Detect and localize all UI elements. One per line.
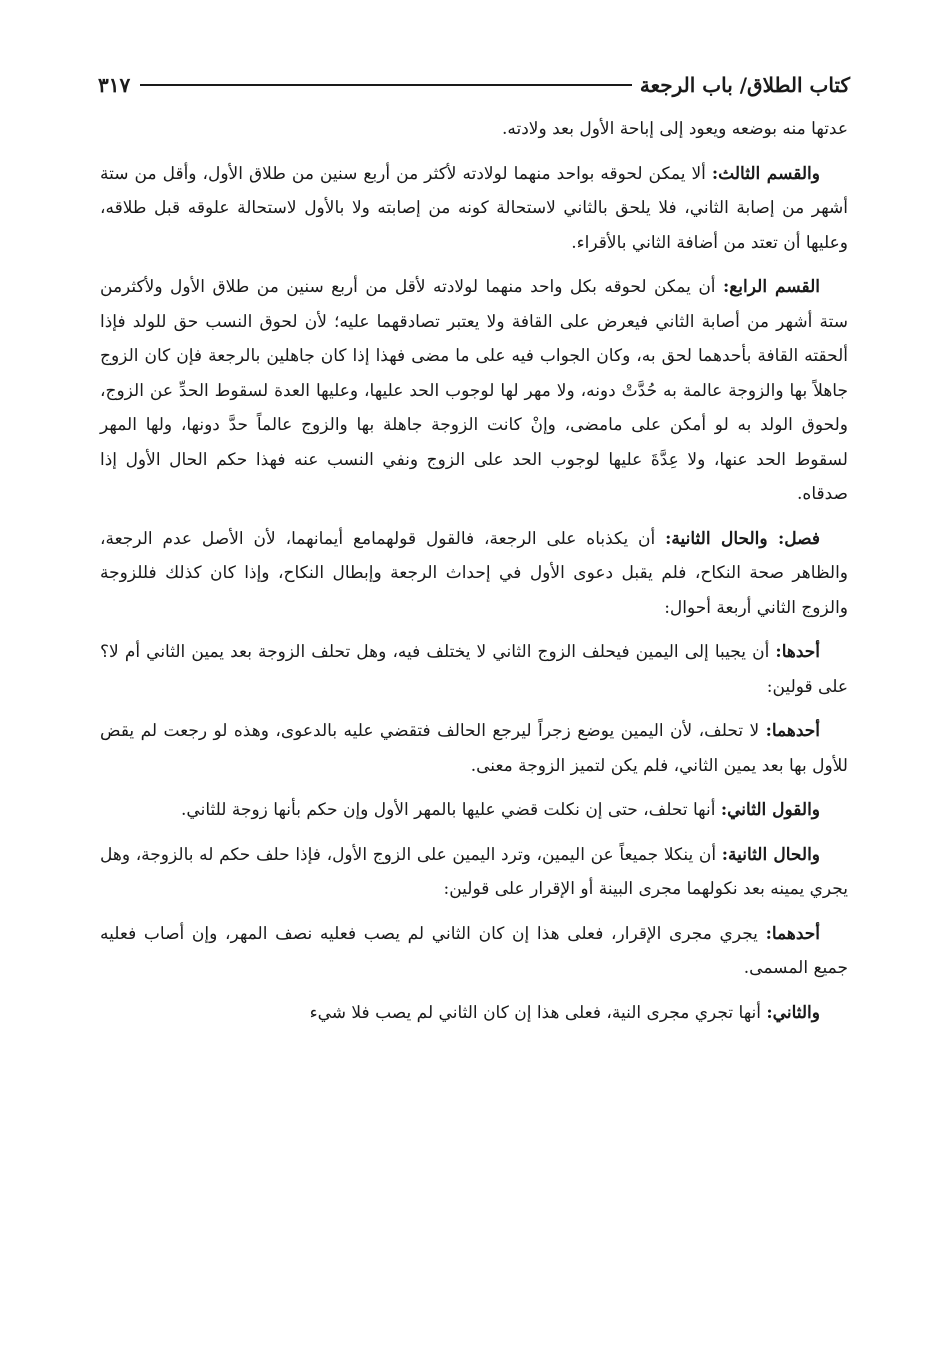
page-header xyxy=(98,68,850,102)
paragraph xyxy=(100,635,848,704)
paragraph-text: أن ينكلا جميعاً عن اليمين، وترد اليمين على الزوج الأول، فإذا حلف حكم له بالزوجة، وهل يجري يمينه بعد نكولهما مجرى البينة أو الإقرار على قولين: xyxy=(100,844,848,899)
paragraph-text: أن يكذباه على الرجعة، فالقول قولهمامع أيمانهما، لأن الأصل عدم الرجعة، والظاهر صحة النكاح، فلم يقبل دعوى الأول في إحداث الرجعة وإبطال النكاح، وإذا كان كذلك فللزوجة والزوج الثاني أربعة أحوال: xyxy=(100,528,848,618)
paragraph xyxy=(100,996,848,1031)
paragraph-text: أنها تجري مجرى النية، فعلى هذا إن كان الثاني لم يصب فلا شيء xyxy=(309,1002,767,1023)
paragraph-lead: والقسم الثالث: xyxy=(711,163,820,184)
running-title: كتاب الطلاق/ باب الرجعة xyxy=(639,73,850,97)
paragraph-lead: أحدهما: xyxy=(765,923,820,944)
paragraph-lead: والقول الثاني: xyxy=(720,800,820,820)
paragraph-text: ألا يمكن لحوقه بواحد منهما لولادته لأكثر من أربع سنين من طلاق الأول، وأقل من ستة أشهر من إصابة الثاني، فلا يلحق بالثاني لاستحالة كونه من إصابته ولا بالأول لاستحالة علوقه قبل طلاقه، وعليها أن تعتد من أضافة الثاني بالأقراء. xyxy=(100,163,848,253)
paragraph xyxy=(100,157,848,261)
paragraph xyxy=(100,838,848,907)
paragraph-text: يجري مجرى الإقرار، فعلى هذا إن كان الثاني لم يصب فعليه نصف المهر، وإن أصاب فعليه جميع المسمى. xyxy=(100,923,848,978)
page-number: ٣١٧ xyxy=(98,73,131,97)
paragraph-text: أنها تحلف، حتى إن نكلت قضي عليها بالمهر الأول وإن حكم بأنها زوجة للثاني. xyxy=(181,800,721,820)
paragraph xyxy=(100,522,848,626)
header-rule xyxy=(140,84,632,86)
paragraph-lead: أحدهما: xyxy=(765,721,820,741)
paragraph-lead: أحدها: xyxy=(775,642,820,662)
paragraph xyxy=(100,714,848,783)
body-text xyxy=(100,112,848,1040)
paragraph-lead: والثاني: xyxy=(766,1002,820,1023)
paragraph xyxy=(100,917,848,986)
paragraph-text: أن يمكن لحوقه بكل واحد منهما لولادته لأقل من أربع سنين من طلاق الأول ولأكثرمن ستة أشهر من أصابة الثاني فيعرض على القافة ولا يعتبر تصادقهما عليه؛ لأن لحوق النسب حق للولد فإذا ألحقته القافة بأحدهما لحق به، وكان الجواب فيه على ما مضى فهذا إذا كان جاهلين بالرجعة فإن كان الزوج جاهلاً بها والزوجة عالمة به حُدَّتْ دونه، ولا مهر لها لوجوب الحد عليها، وعليها العدة لسقوط الحدِّ عن الزوج، ولحوق الولد به لو أمكن على مامضى، وإنْ كانت الزوجة جاهلة بها والزوج عالماً حدَّ دونها، ولها المهر لسقوط الحد عنها، ولا عِدَّةَ عليها لوجوب الحد على الزوج ونفي النسب عنه فهذا حكم الحال الأول إذا صدقاه. xyxy=(100,277,848,504)
paragraph xyxy=(100,793,848,828)
paragraph xyxy=(100,112,848,147)
paragraph-lead: والحال الثانية: xyxy=(721,844,820,865)
paragraph-text: عدتها منه بوضعه ويعود إلى إباحة الأول بعد ولادته. xyxy=(501,119,848,139)
paragraph-text: لا تحلف، لأن اليمين يوضع زجراً ليرجع الحالف فتقضي عليه بالدعوى، وهذه لو رجعت لم يقض للأول بها بعد يمين الثاني، فلم يكن لتميز الزوجة معنى. xyxy=(100,721,848,776)
paragraph-lead: فصل: والحال الثانية: xyxy=(665,528,820,549)
paragraph-lead: القسم الرابع: xyxy=(722,277,820,297)
paragraph xyxy=(100,270,848,512)
paragraph-text: أن يجيبا إلى اليمين فيحلف الزوج الثاني لا يختلف فيه، وهل تحلف الزوجة بعد يمين الثاني أم لا؟ على قولين: xyxy=(100,642,848,697)
